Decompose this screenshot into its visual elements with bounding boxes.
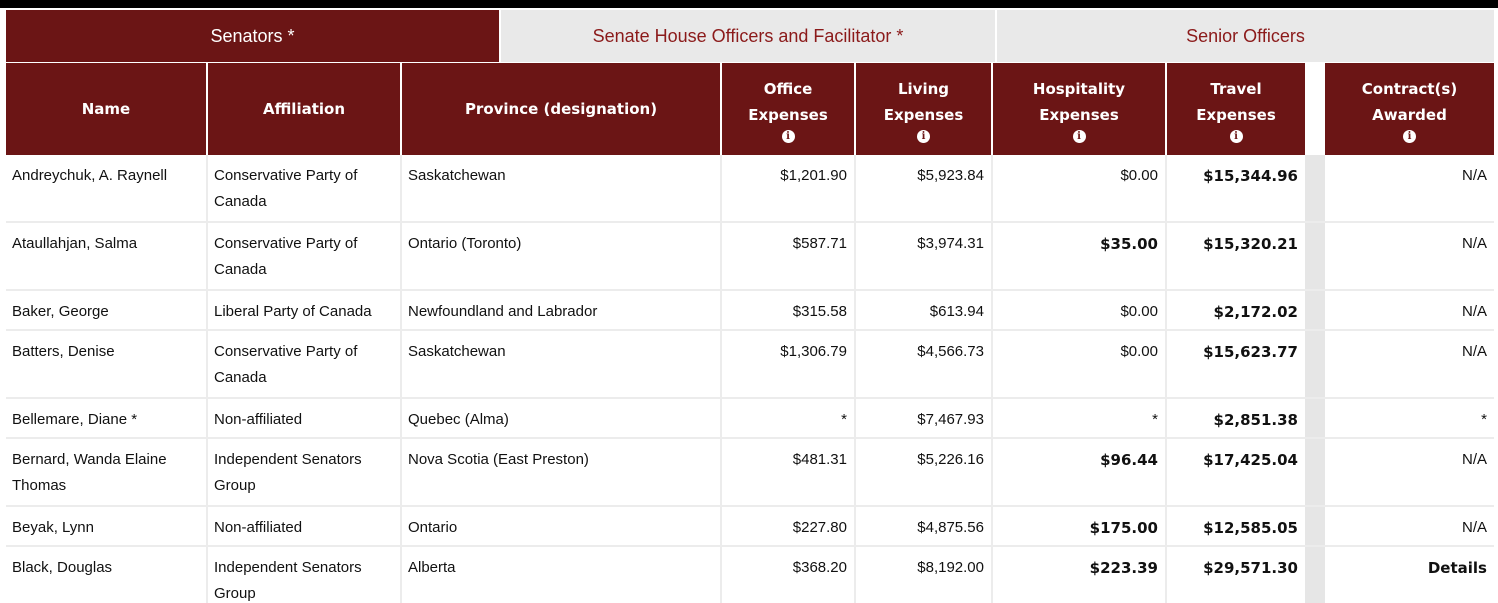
cell-living: $4,875.56 <box>856 507 993 545</box>
tab-senators[interactable]: Senators * <box>6 10 499 62</box>
cell-name-line: Thomas <box>12 477 67 494</box>
tab-senior-officers[interactable]: Senior Officers <box>997 10 1494 62</box>
cell-office: $587.71 <box>722 223 856 289</box>
header-office-line1: Office <box>763 79 813 98</box>
cell-affiliation-line: Canada <box>214 369 267 386</box>
header-office-line2: Expenses <box>748 105 828 124</box>
header-living-line1: Living <box>897 79 950 98</box>
cell-travel: $12,585.05 <box>1203 519 1298 537</box>
cell-living: $3,974.31 <box>856 223 993 289</box>
cell-affiliation <box>208 507 402 545</box>
cell-affiliation <box>208 439 402 505</box>
table-row <box>6 439 1494 507</box>
cell-affiliation-line: Conservative Party of <box>214 167 358 184</box>
header-affiliation-label: Affiliation <box>262 100 346 118</box>
cell-province: Nova Scotia (East Preston) <box>402 439 722 505</box>
cell-name <box>6 439 208 505</box>
cell-hospitality: $96.44 <box>993 439 1167 505</box>
table-row <box>6 331 1494 399</box>
header-name[interactable] <box>6 63 208 155</box>
cell-office: * <box>722 399 856 437</box>
cell-travel: $17,425.04 <box>1203 451 1298 469</box>
cell-affiliation-line: Independent Senators <box>214 451 362 468</box>
cell-contracts: N/A <box>1461 235 1487 252</box>
header-name-label: Name <box>81 100 131 118</box>
header-affiliation[interactable] <box>208 63 402 155</box>
cell-office: $1,201.90 <box>722 155 856 221</box>
cell-province: Saskatchewan <box>402 155 722 221</box>
cell-contracts: N/A <box>1461 303 1487 320</box>
table-row <box>6 291 1494 331</box>
cell-contracts: N/A <box>1461 451 1487 468</box>
info-icon[interactable]: i <box>1073 130 1086 143</box>
tab-bar <box>6 10 1494 62</box>
info-icon[interactable]: i <box>1403 130 1416 143</box>
cell-affiliation <box>208 155 402 221</box>
header-province[interactable] <box>402 63 722 155</box>
cell-contracts: * <box>1481 411 1487 428</box>
info-icon[interactable]: i <box>917 130 930 143</box>
header-contracts-awarded[interactable] <box>1325 63 1494 155</box>
cell-province: Quebec (Alma) <box>402 399 722 437</box>
header-office-expenses[interactable] <box>722 63 856 155</box>
cell-affiliation <box>208 547 402 603</box>
cell-travel: $15,623.77 <box>1203 343 1298 361</box>
info-icon[interactable]: i <box>1230 130 1243 143</box>
senate-expenses-panel <box>0 8 1498 603</box>
cell-name-line: Beyak, Lynn <box>12 519 94 536</box>
cell-living: $8,192.00 <box>856 547 993 603</box>
header-contracts-line1: Contract(s) <box>1361 79 1458 98</box>
table-row <box>6 399 1494 439</box>
cell-name-line: Andreychuk, A. Raynell <box>12 167 168 184</box>
cell-hospitality: $35.00 <box>993 223 1167 289</box>
cell-affiliation <box>208 399 402 437</box>
cell-hospitality: * <box>993 399 1167 437</box>
cell-name <box>6 507 208 545</box>
cell-affiliation-line: Non-affiliated <box>214 519 303 536</box>
cell-province: Ontario (Toronto) <box>402 223 722 289</box>
header-hospitality-line1: Hospitality <box>1032 79 1126 98</box>
cell-affiliation <box>208 223 402 289</box>
cell-travel: $15,344.96 <box>1203 167 1298 185</box>
cell-affiliation <box>208 291 402 329</box>
cell-province: Newfoundland and Labrador <box>402 291 722 329</box>
cell-office: $481.31 <box>722 439 856 505</box>
cell-travel: $2,851.38 <box>1213 411 1298 429</box>
cell-province: Ontario <box>402 507 722 545</box>
cell-living: $5,923.84 <box>856 155 993 221</box>
cell-affiliation-line: Canada <box>214 193 267 210</box>
cell-hospitality: $0.00 <box>993 291 1167 329</box>
cell-contracts: N/A <box>1461 519 1487 536</box>
cell-travel: $2,172.02 <box>1213 303 1298 321</box>
cell-affiliation-line: Group <box>214 477 256 494</box>
cell-living: $4,566.73 <box>856 331 993 397</box>
cell-affiliation-line: Independent Senators <box>214 559 362 576</box>
cell-contracts[interactable]: Details <box>1427 559 1487 577</box>
cell-hospitality: $0.00 <box>993 155 1167 221</box>
cell-office: $368.20 <box>722 547 856 603</box>
cell-office: $315.58 <box>722 291 856 329</box>
cell-name <box>6 547 208 603</box>
header-living-line2: Expenses <box>883 105 964 124</box>
cell-hospitality: $0.00 <box>993 331 1167 397</box>
cell-hospitality: $223.39 <box>993 547 1167 603</box>
header-living-expenses[interactable] <box>856 63 993 155</box>
cell-travel: $15,320.21 <box>1203 235 1298 253</box>
cell-affiliation-line: Conservative Party of <box>214 343 358 360</box>
cell-name-line: Bellemare, Diane * <box>12 411 138 428</box>
cell-name <box>6 155 208 221</box>
cell-name <box>6 223 208 289</box>
tab-senate-house-officers[interactable]: Senate House Officers and Facilitator * <box>501 10 995 62</box>
cell-affiliation <box>208 331 402 397</box>
table-row <box>6 547 1494 603</box>
cell-affiliation-line: Canada <box>214 261 267 278</box>
table-row <box>6 223 1494 291</box>
cell-office: $1,306.79 <box>722 331 856 397</box>
header-hospitality-expenses[interactable] <box>993 63 1167 155</box>
cell-affiliation-line: Conservative Party of <box>214 235 358 252</box>
cell-name-line: Black, Douglas <box>12 559 113 576</box>
cell-name-line: Batters, Denise <box>12 343 115 360</box>
cell-hospitality: $175.00 <box>993 507 1167 545</box>
cell-affiliation-line: Group <box>214 585 256 602</box>
header-contracts-line2: Awarded <box>1372 105 1447 124</box>
cell-living: $5,226.16 <box>856 439 993 505</box>
cell-name <box>6 331 208 397</box>
cell-contracts: N/A <box>1461 167 1487 184</box>
cell-province: Alberta <box>402 547 722 603</box>
table-row <box>6 155 1494 223</box>
cell-name <box>6 399 208 437</box>
header-travel-expenses[interactable] <box>1167 63 1305 155</box>
header-travel-line2: Expenses <box>1196 105 1276 124</box>
table-row <box>6 507 1494 547</box>
expenses-table <box>6 63 1494 603</box>
cell-office: $227.80 <box>722 507 856 545</box>
cell-name-line: Baker, George <box>12 303 109 320</box>
cell-travel: $29,571.30 <box>1203 559 1298 577</box>
cell-living: $613.94 <box>856 291 993 329</box>
cell-name <box>6 291 208 329</box>
cell-province: Saskatchewan <box>402 331 722 397</box>
cell-name-line: Bernard, Wanda Elaine <box>12 451 167 468</box>
header-province-label: Province (designation) <box>464 100 658 118</box>
cell-living: $7,467.93 <box>856 399 993 437</box>
cell-name-line: Ataullahjan, Salma <box>12 235 138 252</box>
cell-contracts: N/A <box>1461 343 1487 360</box>
cell-affiliation-line: Non-affiliated <box>214 411 303 428</box>
header-hospitality-line2: Expenses <box>1039 105 1119 124</box>
cell-affiliation-line: Liberal Party of Canada <box>214 303 372 320</box>
info-icon[interactable]: i <box>782 130 795 143</box>
header-travel-line1: Travel <box>1210 79 1262 98</box>
